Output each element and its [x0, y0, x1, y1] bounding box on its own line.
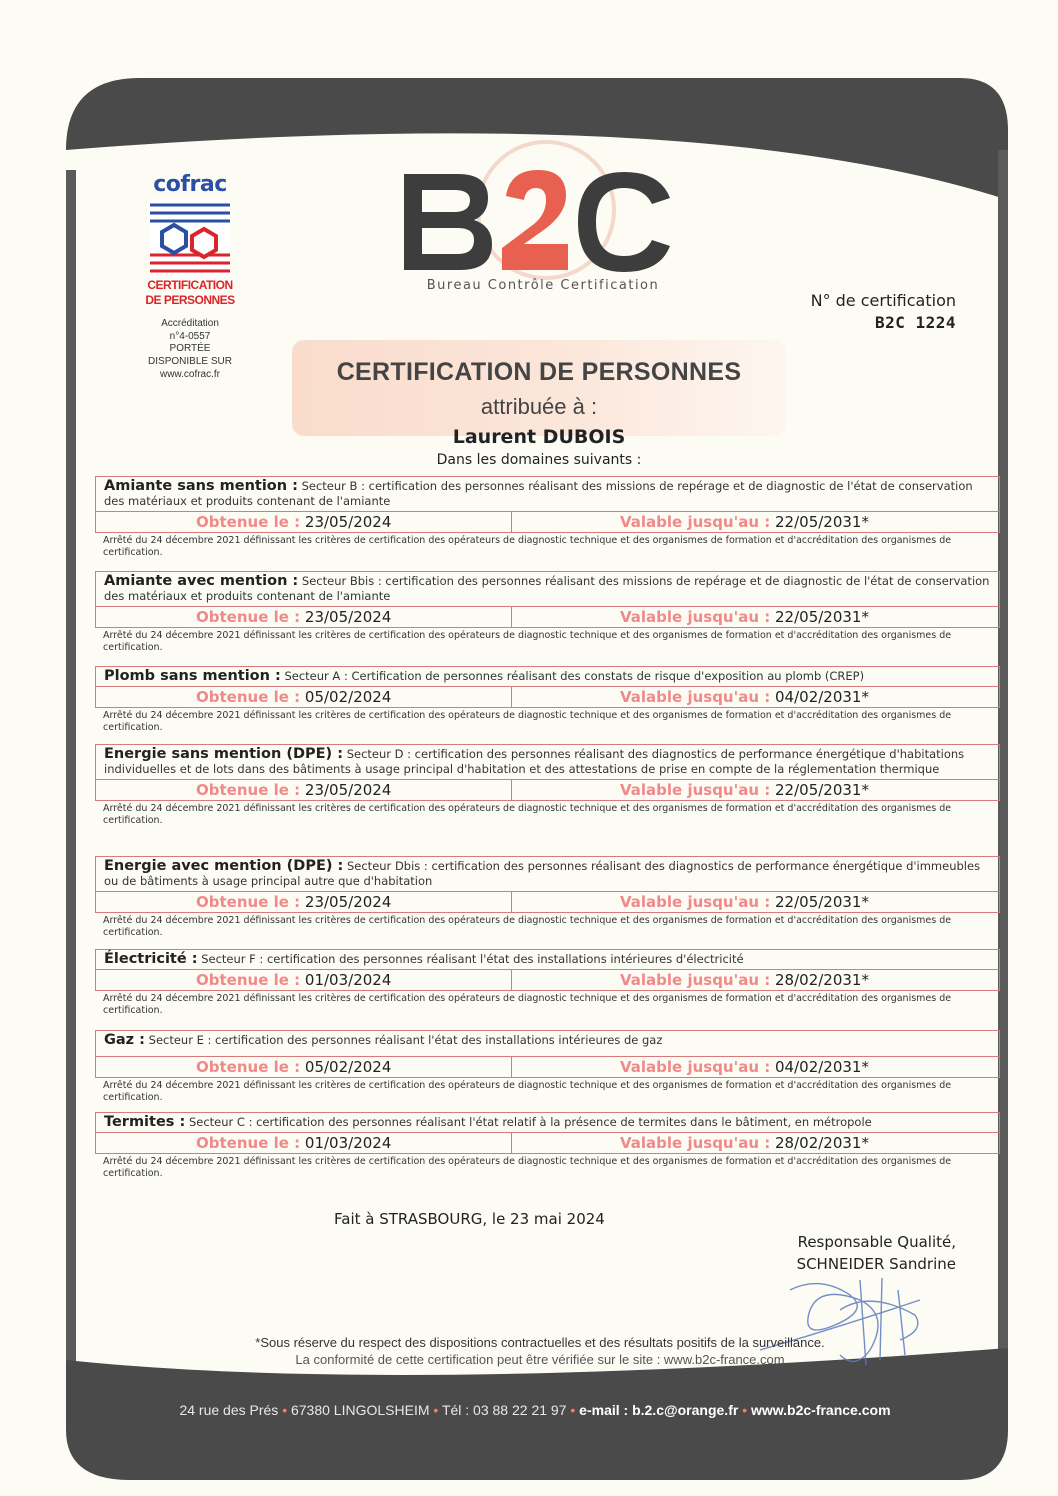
- decree-note: Arrêté du 24 décembre 2021 définissant les critères de certification des opérateurs de diagnostic technique et des organismes de formation et d'accréditation des organismes de certification.: [103, 710, 952, 733]
- cofrac-hexagon-icon: [150, 199, 230, 277]
- domain-description: Secteur E : certification des personnes réalisant l'état des installations intérieures de gaz: [148, 1033, 663, 1047]
- valid-label: Valable jusqu'au :: [620, 971, 771, 989]
- domain-dates: [95, 687, 1000, 708]
- domain-dates: [95, 970, 1000, 991]
- title-background: [292, 340, 786, 436]
- separator-dot: •: [282, 1402, 288, 1418]
- decree-note: Arrêté du 24 décembre 2021 définissant les critères de certification des opérateurs de diagnostic technique et des organismes de formation et d'accréditation des organismes de certification.: [103, 1080, 952, 1103]
- document-subtitle: attribuée à :: [480, 394, 598, 419]
- obtained-date: 05/02/2024: [304, 1058, 392, 1076]
- domain-name: Amiante sans mention :: [104, 478, 298, 494]
- valid-date: 22/05/2031*: [775, 781, 869, 799]
- valid-date: 22/05/2031*: [775, 513, 869, 531]
- obtained-label: Obtenue le :: [196, 608, 301, 626]
- valid-date-cell: [620, 608, 869, 626]
- cofrac-cert-line2: DE PERSONNES: [145, 293, 235, 307]
- valid-date: 04/02/2031*: [775, 688, 869, 706]
- domains-intro: Dans les domaines suivants :: [436, 452, 642, 468]
- domain-block: [95, 476, 1000, 559]
- obtained-label: Obtenue le :: [196, 688, 301, 706]
- domain-header: [95, 949, 1000, 970]
- obtained-date: 23/05/2024: [304, 608, 392, 626]
- footer-website: www.b2c-france.com: [751, 1402, 891, 1418]
- footer-phone: Tél : 03 88 22 21 97: [441, 1402, 567, 1418]
- cofrac-logo: [140, 172, 240, 381]
- footnote-conditions: *Sous réserve du respect des dispositions contractuelles et des résultats positifs de la surveillance.: [255, 1335, 825, 1350]
- accreditation-line: n°4-0557: [169, 331, 211, 342]
- footnote: [150, 1334, 930, 1368]
- obtained-date-cell: [196, 1134, 391, 1152]
- valid-date: 04/02/2031*: [775, 1058, 869, 1076]
- footer-city: 67380 LINGOLSHEIM: [290, 1402, 430, 1418]
- domain-block: [95, 1112, 1000, 1180]
- domain-name: Energie avec mention (DPE) :: [104, 858, 344, 874]
- obtained-label: Obtenue le :: [196, 513, 301, 531]
- valid-label: Valable jusqu'au :: [620, 513, 771, 531]
- accreditation-line: DISPONIBLE SUR: [148, 356, 232, 367]
- valid-date-cell: [620, 1058, 869, 1076]
- valid-date-cell: [620, 688, 869, 706]
- obtained-date-cell: [196, 1058, 391, 1076]
- domain-dates: [95, 1133, 1000, 1154]
- place-and-date: Fait à STRASBOURG, le 23 mai 2024: [334, 1210, 605, 1228]
- domain-header: [95, 856, 1000, 892]
- obtained-label: Obtenue le :: [196, 971, 301, 989]
- domain-block: [95, 856, 1000, 939]
- obtained-date: 23/05/2024: [304, 513, 392, 531]
- obtained-label: Obtenue le :: [196, 1134, 301, 1152]
- domain-header: [95, 571, 1000, 607]
- obtained-date-cell: [196, 513, 391, 531]
- valid-label: Valable jusqu'au :: [620, 608, 771, 626]
- decree-note: Arrêté du 24 décembre 2021 définissant les critères de certification des opérateurs de diagnostic technique et des organismes de formation et d'accréditation des organismes de certification.: [103, 993, 952, 1016]
- domain-block: [95, 571, 1000, 654]
- domain-description: Secteur C : certification des personnes réalisant l'état relatif à la présence de termites dans le bâtiment, en métropole: [188, 1115, 872, 1129]
- valid-label: Valable jusqu'au :: [620, 781, 771, 799]
- frame-left: [66, 170, 76, 1370]
- domain-dates: [95, 892, 1000, 913]
- domain-header: [95, 1112, 1000, 1133]
- domain-name: Energie sans mention (DPE) :: [104, 746, 344, 762]
- cofrac-cert-line1: CERTIFICATION: [147, 278, 233, 292]
- obtained-date: 23/05/2024: [304, 893, 392, 911]
- footer-email: e-mail : b.2.c@orange.fr: [579, 1402, 739, 1418]
- domain-dates: [95, 607, 1000, 628]
- separator-dot: •: [570, 1402, 576, 1418]
- signatory-role: Responsable Qualité,: [797, 1233, 956, 1251]
- obtained-date-cell: [196, 688, 391, 706]
- decree-note: Arrêté du 24 décembre 2021 définissant les critères de certification des opérateurs de diagnostic technique et des organismes de formation et d'accréditation des organismes de certification.: [103, 630, 952, 653]
- domain-dates: [95, 780, 1000, 801]
- decree-note: Arrêté du 24 décembre 2021 définissant les critères de certification des opérateurs de diagnostic technique et des organismes de formation et d'accréditation des organismes de certification.: [103, 803, 952, 826]
- domain-block: [95, 666, 1000, 734]
- domain-description: Secteur Dbis : certification des personnes réalisant des diagnostics de performance énergétique d'immeubles ou de bâtiments à usage principal autre que d'habitation: [104, 859, 981, 888]
- domain-name: Électricité :: [104, 951, 198, 967]
- valid-date-cell: [620, 513, 869, 531]
- separator-dot: •: [742, 1402, 748, 1418]
- accreditation-line: PORTÉE: [169, 343, 211, 354]
- obtained-label: Obtenue le :: [196, 781, 301, 799]
- footnote-verification: La conformité de cette certification peut être vérifiée sur le site : www.b2c-france.com: [295, 1352, 785, 1367]
- signatory-name: SCHNEIDER Sandrine: [796, 1255, 956, 1273]
- footer-address: 24 rue des Prés: [179, 1402, 279, 1418]
- domain-description: Secteur B : certification des personnes réalisant des missions de repérage et de diagnostic de l'état de conservation des matériaux et produits contenant de l'amiante: [104, 479, 973, 508]
- accreditation-line: www.cofrac.fr: [159, 369, 220, 380]
- valid-label: Valable jusqu'au :: [620, 688, 771, 706]
- certification-number-label: N° de certification: [810, 291, 956, 310]
- domain-description: Secteur D : certification des personnes réalisant des diagnostics de performance énergétique d'habitations individuelles et de lots dans des bâtiments à usage principal d'habitation et des attestations de prise en compte de la réglementation thermique: [104, 747, 965, 776]
- obtained-date-cell: [196, 608, 391, 626]
- decree-note: Arrêté du 24 décembre 2021 définissant les critères de certification des opérateurs de diagnostic technique et des organismes de formation et d'accréditation des organismes de certification.: [103, 1156, 952, 1179]
- certification-number-block: [760, 290, 956, 334]
- domain-description: Secteur A : Certification de personnes réalisant des constats de risque d'exposition au plomb (CREP): [284, 669, 865, 683]
- valid-date-cell: [620, 1134, 869, 1152]
- footer-contact: [100, 1402, 970, 1418]
- b2c-logo: [398, 140, 688, 290]
- domain-block: [95, 949, 1000, 1017]
- certificate-holder-name: Laurent DUBOIS: [452, 426, 626, 448]
- obtained-date: 23/05/2024: [304, 781, 392, 799]
- cofrac-wordmark: cofrac: [153, 172, 227, 197]
- domain-name: Plomb sans mention :: [104, 668, 281, 684]
- domain-name: Termites :: [104, 1114, 186, 1130]
- valid-date: 22/05/2031*: [775, 893, 869, 911]
- valid-date: 22/05/2031*: [775, 608, 869, 626]
- domain-header: [95, 666, 1000, 687]
- signatory-block: [720, 1231, 956, 1275]
- obtained-label: Obtenue le :: [196, 893, 301, 911]
- valid-date: 28/02/2031*: [775, 971, 869, 989]
- valid-date-cell: [620, 971, 869, 989]
- domain-name: Gaz :: [104, 1032, 145, 1048]
- obtained-date: 01/03/2024: [304, 971, 392, 989]
- accreditation-line: Accréditation: [161, 318, 219, 329]
- obtained-label: Obtenue le :: [196, 1058, 301, 1076]
- decree-note: Arrêté du 24 décembre 2021 définissant les critères de certification des opérateurs de diagnostic technique et des organismes de formation et d'accréditation des organismes de certification.: [103, 535, 952, 558]
- document-title: CERTIFICATION DE PERSONNES: [336, 358, 742, 386]
- certification-number: B2C 1224: [874, 313, 956, 332]
- domain-header: [95, 476, 1000, 512]
- domain-header: [95, 1030, 1000, 1057]
- domain-description: Secteur F : certification des personnes réalisant l'état des installations intérieures d'électricité: [201, 952, 744, 966]
- decree-note: Arrêté du 24 décembre 2021 définissant les critères de certification des opérateurs de diagnostic technique et des organismes de formation et d'accréditation des organismes de certification.: [103, 915, 952, 938]
- domain-name: Amiante avec mention :: [104, 573, 299, 589]
- b2c-subtitle: Bureau Contrôle Certification: [426, 278, 660, 293]
- obtained-date-cell: [196, 971, 391, 989]
- domain-dates: [95, 1057, 1000, 1078]
- valid-date-cell: [620, 893, 869, 911]
- separator-dot: •: [433, 1402, 439, 1418]
- valid-label: Valable jusqu'au :: [620, 1134, 771, 1152]
- domain-dates: [95, 512, 1000, 533]
- domain-block: [95, 744, 1000, 827]
- valid-label: Valable jusqu'au :: [620, 893, 771, 911]
- obtained-date: 05/02/2024: [304, 688, 392, 706]
- domain-header: [95, 744, 1000, 780]
- domain-description: Secteur Bbis : certification des personnes réalisant des missions de repérage et de diagnostic de l'état de conservation des matériaux et produits contenant de l'amiante: [104, 574, 990, 603]
- domain-block: [95, 1030, 1000, 1104]
- obtained-date-cell: [196, 781, 391, 799]
- obtained-date-cell: [196, 893, 391, 911]
- obtained-date: 01/03/2024: [304, 1134, 392, 1152]
- valid-date: 28/02/2031*: [775, 1134, 869, 1152]
- valid-label: Valable jusqu'au :: [620, 1058, 771, 1076]
- accreditation-text: [140, 317, 240, 381]
- valid-date-cell: [620, 781, 869, 799]
